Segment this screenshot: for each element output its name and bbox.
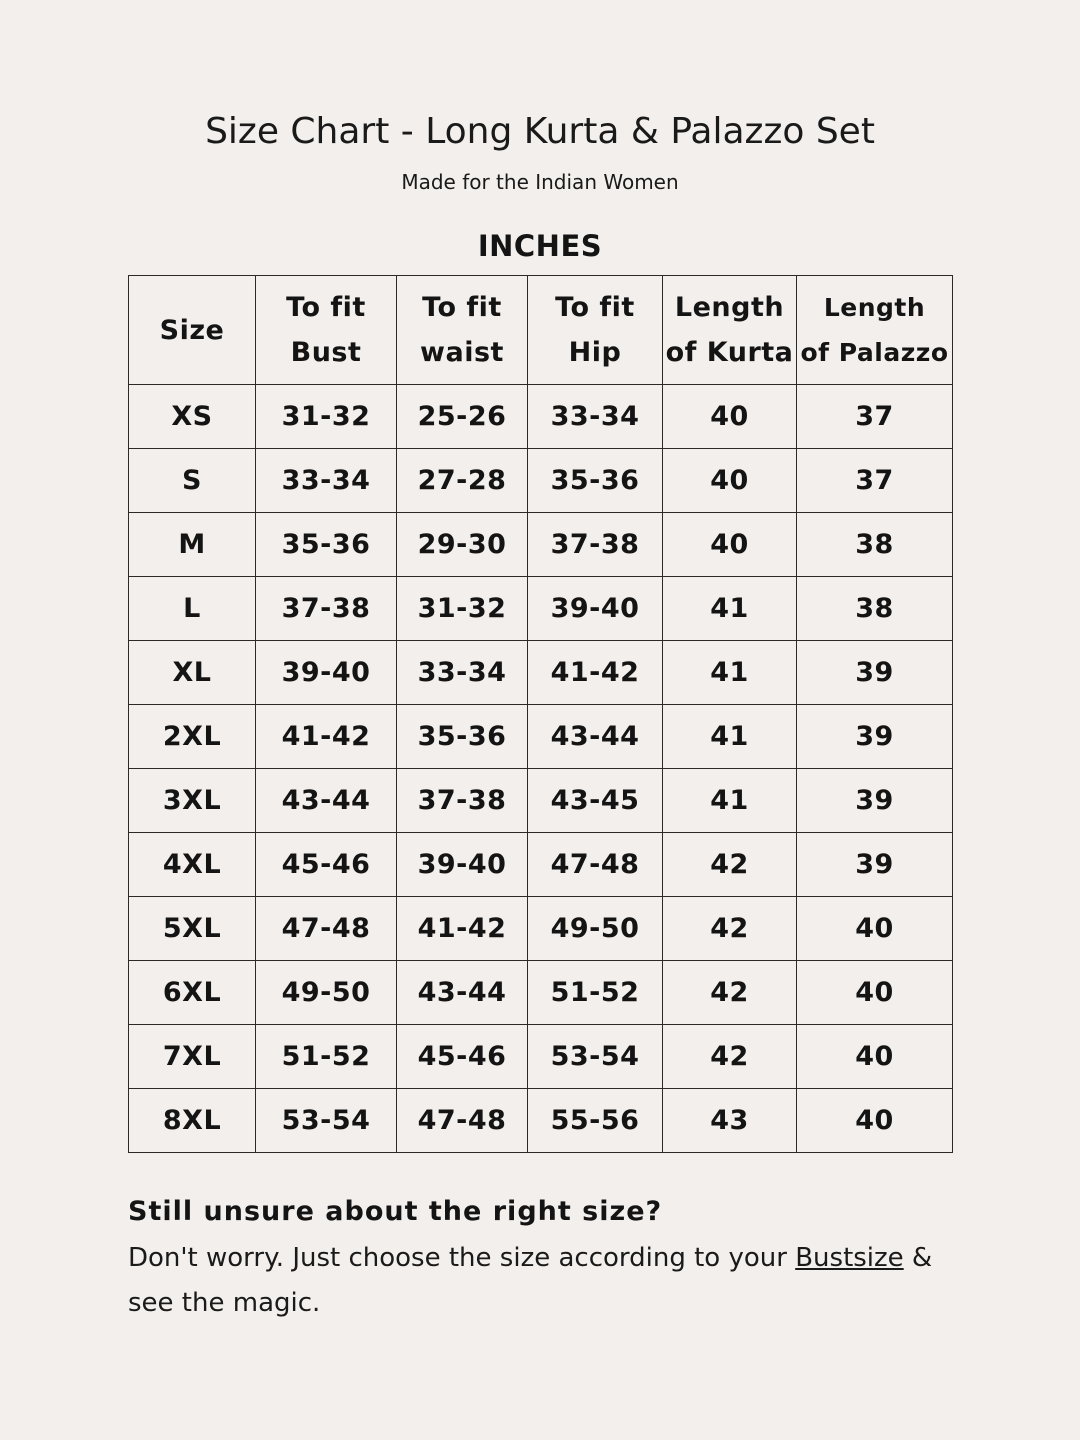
header-line: of Kurta [665,337,794,368]
cell-hip: 47-48 [528,833,663,897]
note-text: & see the magic. [128,1243,933,1318]
cell-palazzo-length: 38 [797,577,953,641]
cell-bust: 47-48 [256,897,397,961]
header-line: of Palazzo [800,338,949,367]
header-line: To fit [422,292,502,323]
cell-bust: 45-46 [256,833,397,897]
cell-kurta-length: 40 [663,513,797,577]
note-body [128,1236,948,1326]
table-row [129,961,953,1025]
cell-waist: 45-46 [397,1025,528,1089]
header-line: Length [674,292,785,323]
cell-size: L [129,577,256,641]
table-row [129,897,953,961]
cell-kurta-length: 40 [663,449,797,513]
cell-bust: 43-44 [256,769,397,833]
table-row [129,1025,953,1089]
cell-bust: 51-52 [256,1025,397,1089]
header-line: Size [159,314,225,346]
cell-kurta-length: 42 [663,1025,797,1089]
header-line: Bust [290,337,362,368]
unit-label: INCHES [477,229,603,263]
cell-waist: 25-26 [397,385,528,449]
cell-kurta-length: 40 [663,385,797,449]
cell-kurta-length: 41 [663,769,797,833]
cell-bust: 37-38 [256,577,397,641]
table-row [129,577,953,641]
cell-bust: 53-54 [256,1089,397,1153]
column-header-palazzo-length [797,276,953,385]
cell-size: 7XL [129,1025,256,1089]
cell-waist: 35-36 [397,705,528,769]
cell-size: 5XL [129,897,256,961]
cell-hip: 35-36 [528,449,663,513]
cell-palazzo-length: 39 [797,705,953,769]
cell-hip: 55-56 [528,1089,663,1153]
cell-palazzo-length: 39 [797,769,953,833]
cell-waist: 47-48 [397,1089,528,1153]
table-row [129,449,953,513]
cell-hip: 33-34 [528,385,663,449]
header-line: waist [420,337,504,368]
cell-bust: 41-42 [256,705,397,769]
cell-palazzo-length: 38 [797,513,953,577]
cell-hip: 49-50 [528,897,663,961]
table-header-row [129,276,953,385]
cell-hip: 39-40 [528,577,663,641]
cell-waist: 39-40 [397,833,528,897]
cell-waist: 29-30 [397,513,528,577]
cell-palazzo-length: 40 [797,1089,953,1153]
page-subtitle: Made for the Indian Women [401,170,679,194]
table-row [129,385,953,449]
cell-waist: 37-38 [397,769,528,833]
cell-bust: 39-40 [256,641,397,705]
column-header-kurta-length [663,276,797,385]
table-row [129,769,953,833]
cell-size: M [129,513,256,577]
cell-kurta-length: 41 [663,577,797,641]
cell-hip: 51-52 [528,961,663,1025]
cell-waist: 31-32 [397,577,528,641]
cell-size: 6XL [129,961,256,1025]
cell-size: 3XL [129,769,256,833]
header-line: To fit [555,292,635,323]
size-chart-table [128,275,953,1153]
cell-hip: 43-45 [528,769,663,833]
cell-palazzo-length: 37 [797,449,953,513]
column-header-bust [256,276,397,385]
cell-hip: 43-44 [528,705,663,769]
bustsize-link[interactable]: Bustsize [795,1243,904,1273]
table-row [129,641,953,705]
cell-size: 4XL [129,833,256,897]
cell-kurta-length: 41 [663,641,797,705]
note-text: Don't worry. Just choose the size according to your [128,1243,796,1273]
column-header-waist [397,276,528,385]
cell-palazzo-length: 37 [797,385,953,449]
cell-bust: 35-36 [256,513,397,577]
table-row [129,513,953,577]
cell-waist: 33-34 [397,641,528,705]
cell-palazzo-length: 40 [797,1025,953,1089]
cell-bust: 33-34 [256,449,397,513]
note-heading: Still unsure about the right size? [128,1196,663,1227]
cell-palazzo-length: 39 [797,833,953,897]
cell-kurta-length: 42 [663,833,797,897]
table-row [129,705,953,769]
cell-size: XL [129,641,256,705]
cell-kurta-length: 43 [663,1089,797,1153]
cell-bust: 49-50 [256,961,397,1025]
page-title: Size Chart - Long Kurta & Palazzo Set [205,111,875,152]
cell-kurta-length: 41 [663,705,797,769]
cell-hip: 41-42 [528,641,663,705]
cell-palazzo-length: 40 [797,961,953,1025]
cell-palazzo-length: 39 [797,641,953,705]
cell-waist: 27-28 [397,449,528,513]
header-line: To fit [286,292,366,323]
table-row [129,833,953,897]
header-line: Hip [568,337,622,368]
cell-waist: 41-42 [397,897,528,961]
cell-size: S [129,449,256,513]
cell-size: 2XL [129,705,256,769]
table-body [129,385,953,1153]
header-line: Length [823,293,926,322]
cell-bust: 31-32 [256,385,397,449]
cell-waist: 43-44 [397,961,528,1025]
column-header-hip [528,276,663,385]
cell-size: XS [129,385,256,449]
cell-kurta-length: 42 [663,897,797,961]
cell-hip: 53-54 [528,1025,663,1089]
table-row [129,1089,953,1153]
cell-size: 8XL [129,1089,256,1153]
cell-kurta-length: 42 [663,961,797,1025]
cell-palazzo-length: 40 [797,897,953,961]
column-header-size [129,276,256,385]
cell-hip: 37-38 [528,513,663,577]
